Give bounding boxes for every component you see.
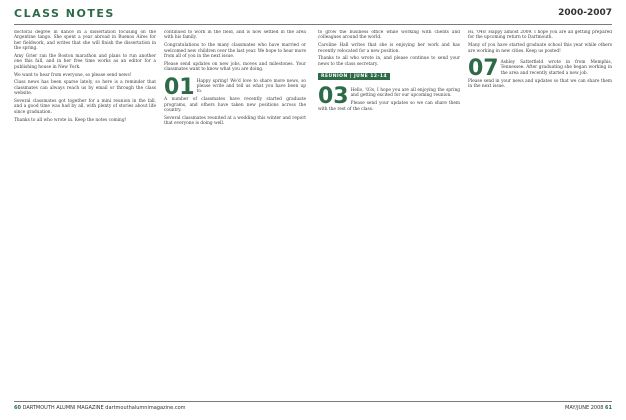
column-2 [164,30,306,398]
class-year-number: 07 [468,56,499,82]
class-entry-03 [318,84,460,112]
paragraph: Thanks to all who wrote in. Keep the notes coming! [14,117,127,123]
website: dartmouthalumnimagazine.com [105,405,186,411]
paragraph: to grow the business office while working with clients and colleagues around the world. [318,30,460,41]
page-header [14,6,612,25]
class-year-number: 03 [318,84,349,110]
page-number-left: 60 [14,405,21,411]
paragraph: Caroline Hall writes that she is enjoying her work and has recently relocated for a new position. [318,43,460,54]
section-title: CLASS NOTES [14,7,115,20]
paragraph: Hi, '04s! Happy almost 2009. I hope you are all getting prepared for the upcoming return to Dartmouth. [468,30,612,41]
magazine-name: DARTMOUTH ALUMNI MAGAZINE [22,405,104,411]
paragraph: A number of classmates have recently started graduate programs, and others have taken new positions across the country. [164,97,306,114]
paragraph: Happy spring! We'd love to share more news, so please write and tell us what you have been up to. [196,78,306,95]
issue-date: MAY/JUNE 2008 [565,405,604,411]
paragraph: doctoral degree in dance in a dissertation focusing on the Argentine tango. She spent a year abroad in Buenos Aires for her fieldwork, and writes that she will finish the dissertation in the spring. [14,30,156,52]
paragraph: Please send updates on new jobs, moves and milestones. Your classmates want to know what you are doing. [164,61,306,73]
paragraph: We want to hear from everyone, so please send news! [14,72,132,78]
paragraph: Class news has been sparse lately, so here is a reminder that classmates can always reach us by email or through the class website. [14,80,156,97]
class-entry-07 [468,56,612,90]
column-3 [318,30,460,398]
paragraph: Hello, '03s, I hope you are all enjoying the spring and getting excited for our upcoming reunion. [350,88,460,99]
reunion-badge: REUNION | JUNE 12-14 [318,73,390,80]
class-entry-01 [164,74,306,127]
paragraph: Amy Grier ran the Boston marathon and plans to run another one this fall, and in her free time works as an editor for a publishing house in New York. [14,54,156,70]
column-1 [14,30,156,398]
paragraph: Ashley Satterfield wrote in from Memphis, Tennessee. After graduating she began working in the area and recently started a new job. [500,60,612,76]
page-number-right: 61 [605,405,612,411]
year-range: 2000-2007 [558,8,612,18]
paragraph: Please send your updates so we can share them with the rest of the class. [318,101,460,112]
paragraph: Several classmates reunited at a wedding this winter and report that everyone is doing well. [164,115,306,127]
footer-right [565,405,612,411]
paragraph: Many of you have started graduate school this year while others are working in new cities. Keep us posted! [468,43,612,54]
class-year-number: 01 [164,74,195,100]
column-4 [468,30,612,398]
page-footer [14,401,612,414]
paragraph: Several classmates got together for a mini reunion in the fall, and a good time was had by all, with plenty of stories about life since graduation. [14,99,156,115]
paragraph: Thanks to all who wrote in, and please continue to send your news to the class secretary. [318,56,460,67]
footer-left [14,405,186,411]
paragraph: Please send in your news and updates so that we can share them in the next issue. [468,78,612,90]
paragraph: Congratulations to the many classmates who have married or welcomed new children over the last year. We hope to hear more from all of you in the next issue. [164,43,306,60]
paragraph: continued to work in the field, and is now settled in the area with his family. [164,30,306,41]
